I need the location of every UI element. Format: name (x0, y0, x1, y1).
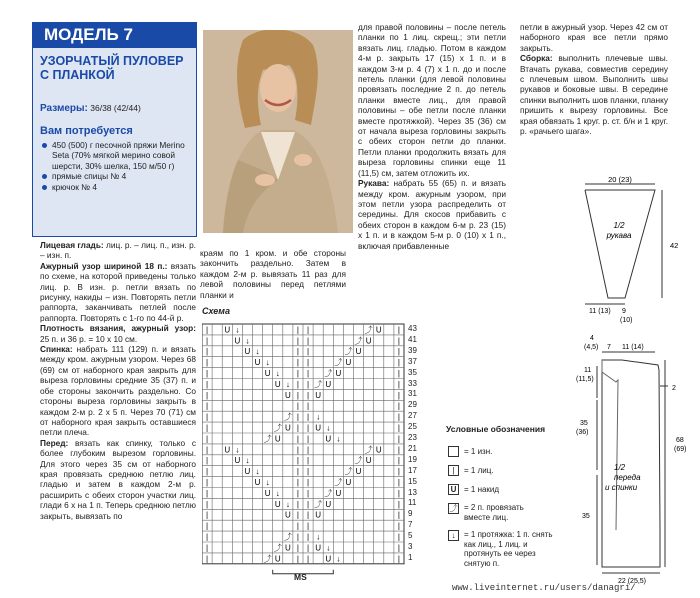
chart-symbol: U (254, 358, 261, 368)
chart-row-label: 9 (408, 509, 413, 519)
chart-symbol: ⤴ (354, 336, 363, 346)
p5-body: вязать как спинку, только с более глубоким вырезом горловины. Для этого через 35 см от наборного края провязать среднюю петлю лиц. гладью и затем в каждом 2-м р. расширить с обеих сторон участки лиц. глади 6 х на 1 п. Теперь среднюю петлю закрыть, вывязать по (40, 437, 196, 521)
chart-symbol: ↓ (285, 499, 290, 509)
chart-symbol: U (365, 336, 372, 346)
chart-symbol: | (307, 325, 310, 335)
chart-symbol: U (274, 379, 281, 389)
chart-symbol: ↓ (255, 467, 260, 477)
sleeve-bottom-left-dim: 11 (13) (589, 308, 611, 315)
chart-symbol: ↓ (235, 445, 240, 455)
knit-symbol-icon: | (448, 465, 459, 476)
legend-item-ssk: = 1 протяжка: 1 п. снять как лиц., 1 лиц. и протянуть ее через снятую п. (464, 530, 553, 568)
model-illustration (203, 30, 353, 233)
chart-symbol: ↓ (235, 325, 240, 335)
chart-symbol: | (307, 434, 310, 444)
chart-symbol: | (296, 369, 299, 378)
chart-row-label: 21 (408, 443, 417, 453)
chart-symbol: | (296, 488, 299, 498)
chart-symbol: | (397, 532, 400, 542)
small-drop-dim: 2 (672, 385, 676, 392)
chart-symbol: | (296, 401, 299, 411)
pattern-title (40, 54, 184, 82)
chart-symbol: ⤴ (364, 325, 373, 335)
chart-symbol: | (307, 478, 310, 487)
materials-item: крючок № 4 (40, 182, 192, 192)
chart-symbol: ↓ (285, 379, 290, 389)
chart-symbol: | (296, 543, 299, 553)
materials-list (40, 140, 192, 192)
chart-symbol: ⤴ (263, 554, 272, 564)
chart-symbol: ⤴ (283, 532, 292, 542)
chart-symbol: | (296, 467, 299, 477)
chart-symbol: ↓ (275, 488, 280, 498)
chart-symbol: | (397, 543, 400, 553)
col2-text (200, 248, 346, 300)
chart-symbol: | (206, 412, 209, 422)
chart-symbol: | (307, 467, 310, 477)
chart-symbol: ⤴ (314, 379, 323, 389)
chart-symbol: | (296, 412, 299, 422)
chart-symbol: ⤴ (273, 423, 282, 433)
chart-symbol: | (206, 467, 209, 477)
chart-symbol: U (264, 369, 271, 378)
p3-body: 25 п. и 36 р. = 10 х 10 см. (40, 333, 138, 344)
chart-row-label: 41 (408, 334, 417, 344)
model-label: МОДЕЛЬ 7 (32, 22, 197, 47)
chart-symbol: | (397, 445, 400, 455)
materials-title: Вам потребуется (40, 125, 133, 137)
chart-symbol: U (264, 488, 271, 498)
chart-symbol: ↓ (326, 423, 331, 433)
chart-symbol: U (274, 499, 281, 509)
chart-symbol: ↓ (245, 336, 250, 346)
p1-body: лиц. р. – лиц. п., изн. р. – изн. п. (40, 240, 196, 261)
chart-symbol: U (345, 358, 352, 368)
chart-symbol: | (206, 379, 209, 389)
chart-symbol: U (224, 445, 231, 455)
chart-symbol: U (274, 554, 281, 564)
neck-depth-dim-2: (11,5) (576, 376, 594, 383)
materials-item: 450 (500) г песочной пряжи Merino Seta (70% мягкой мерино совой шерсти, 30% шелка, 150 м/50 г) (40, 140, 192, 171)
chart-symbol: | (307, 369, 310, 378)
legend-item-yarnover: = 1 накид (464, 485, 500, 494)
shoulder-width-dim: 11 (14) (622, 344, 644, 351)
chart-symbol: U (315, 390, 322, 400)
chart-symbol: ↓ (316, 532, 321, 542)
ms-label: MS (294, 572, 307, 582)
chart-symbol: | (397, 390, 400, 400)
neck-width-dim: 7 (607, 344, 611, 351)
chart-row-label: 35 (408, 367, 417, 377)
chart-symbol: | (307, 336, 310, 346)
chart-symbol: U (375, 445, 382, 455)
sleeve-label-2: рукава (606, 231, 632, 240)
v-depth-dim: 35 (580, 420, 588, 427)
neck-top-dim-2: (4,5) (584, 344, 599, 351)
sleeve-bottom-right-dim-2: (10) (620, 317, 633, 324)
chart-symbol: | (296, 554, 299, 564)
chart-symbol: | (206, 369, 209, 378)
chart-symbol: ⤴ (314, 499, 323, 509)
col1-text (40, 240, 196, 521)
chart-symbol: | (296, 445, 299, 455)
chart-symbol: | (397, 478, 400, 487)
chart-symbol: | (206, 478, 209, 487)
sleeve-bottom-right-dim: 9 (622, 308, 626, 315)
chart-symbol: | (307, 499, 310, 509)
chart-symbol: | (397, 488, 400, 498)
chart-row-label: 27 (408, 411, 417, 421)
chart-symbol: | (397, 369, 400, 378)
chart-symbol: ↓ (245, 456, 250, 466)
chart-row-label: 17 (408, 465, 417, 475)
chart-symbol: U (365, 456, 372, 466)
chart-symbol: ⤴ (324, 488, 333, 498)
chart-symbol: | (206, 401, 209, 411)
sizes-value: 36/38 (42/44) (87, 103, 141, 113)
body-label-1: 1/2 (614, 463, 626, 472)
chart-symbol: ⤴ (263, 434, 272, 444)
p4-head: Спинка: (40, 344, 73, 355)
p4-body: набрать 111 (129) п. и вязать между кром. ажурным узором. Через 68 (69) см от наборного края закрыть для выреза горловины средние 35 (37) п. и обе стороны закончить раздельно. Со стороны выреза горловины закрыть в каждом 2-м р. 2 х 5 п. Через 70 (71) см от наборного края закрыть оставшиеся петли плеча. (40, 344, 196, 438)
model-photo (203, 30, 353, 233)
chart-row-label: 11 (408, 498, 417, 508)
col4-p1: петли в ажурный узор. Через 42 см от наборного края все петли прямо закрыть. (520, 22, 668, 53)
chart-symbol: U (375, 325, 382, 335)
chart-symbol: U (325, 379, 332, 389)
chart-symbol: U (325, 499, 332, 509)
chart-symbol: ⤴ (344, 347, 353, 357)
chart-symbol: | (206, 554, 209, 564)
chart-symbol: | (206, 423, 209, 433)
chart-symbol: ⤴ (334, 478, 343, 487)
yarnover-symbol-icon: U (448, 484, 459, 495)
sleeves-body: набрать 55 (65) п. и вязать между кром. ажурным узором, при этом петли узора распределить от середины. Для скосов прибавить с обеих сторон в каждом 6-м р. 23 (15) х 1 п. и в каждом 5-м р. 0 (10) х 1 п., включая прибавленные (358, 178, 506, 251)
chart-symbol: U (244, 347, 251, 357)
chart-row-label: 39 (408, 345, 417, 355)
chart-symbol: ⤴ (354, 456, 363, 466)
chart-symbol: | (206, 390, 209, 400)
sleeve-top-dim: 20 (23) (608, 175, 632, 184)
chart-symbol: | (307, 401, 310, 411)
title-line-1: УЗОРЧАТЫЙ ПУЛОВЕР (40, 54, 184, 68)
neck-depth-dim: 11 (584, 367, 592, 374)
chart-symbol: | (296, 510, 299, 520)
chart-symbol: | (296, 499, 299, 509)
chart-symbol: | (397, 412, 400, 422)
sleeve-label-1: 1/2 (613, 221, 625, 230)
chart-symbol: ⤴ (364, 445, 373, 455)
chart-symbol: | (296, 521, 299, 531)
materials-item: прямые спицы № 4 (40, 171, 192, 181)
chart-row-label: 5 (408, 531, 413, 541)
chart-symbol: | (397, 401, 400, 411)
chart-symbol: | (206, 499, 209, 509)
col3-text (358, 22, 506, 251)
assembly-body: выполнить плечевые швы. Втачать рукава, совместив середину с плечевым швом. Выполнить швы рукавов и боковые швы. В середине спинки выполнить шов планки, планку пришить к вырезу горловины. Все края обвязать 1 круг. р. ст. б/н и 1 круг. р. «рачьего шага». (520, 53, 668, 137)
garment-schematic (560, 170, 700, 585)
chart-symbol: | (397, 521, 400, 531)
sizes (40, 103, 141, 114)
chart-symbol: | (307, 423, 310, 433)
chart-symbol: | (206, 325, 209, 335)
chart-symbol: | (307, 379, 310, 389)
chart-symbol: U (284, 423, 291, 433)
sizes-label: Размеры: (40, 103, 88, 114)
chart-symbol: U (315, 510, 322, 520)
sleeve-height-dim: 42 (670, 241, 679, 250)
bottom-width-dim: 22 (25,5) (618, 578, 647, 585)
chart-symbol: | (307, 390, 310, 400)
chart-symbol: | (206, 358, 209, 368)
chart-symbol: | (296, 390, 299, 400)
chart-symbol: | (206, 488, 209, 498)
chart-row-label: 7 (408, 520, 413, 530)
chart-symbol: | (206, 347, 209, 357)
chart-row-label: 19 (408, 454, 417, 464)
p2-body: вязать по схеме, на которой приведены только лиц. р. В изн. р. петли вязать по рисунку, накиды – изн. Повторять петли раппорта, заканчивать петлей после раппорта. Повторять с 1-го по 44-й р. (40, 260, 196, 323)
chart-symbol: U (274, 434, 281, 444)
chart-symbol: | (206, 336, 209, 346)
knitting-chart (202, 320, 432, 582)
chart-symbol: | (397, 499, 400, 509)
chart-symbol: | (206, 434, 209, 444)
p1-head: Лицевая гладь: (40, 240, 104, 250)
chart-symbol: U (325, 554, 332, 564)
chart-symbol: ⤴ (283, 412, 292, 422)
chart-symbol: | (296, 478, 299, 487)
chart-symbol: ↓ (265, 478, 270, 487)
chart-symbol: | (307, 488, 310, 498)
chart-symbol: U (325, 434, 332, 444)
chart-row-label: 1 (408, 552, 413, 562)
chart-row-label: 25 (408, 422, 417, 432)
assembly-head: Сборка: (520, 53, 553, 64)
chart-symbol: ↓ (316, 412, 321, 422)
chart-symbol: | (397, 510, 400, 520)
chart-row-label: 33 (408, 378, 417, 388)
chart-row-label: 13 (408, 487, 417, 497)
lower-height-dim: 35 (582, 513, 590, 520)
chart-symbol: ⤴ (334, 358, 343, 368)
chart-symbol: | (296, 379, 299, 389)
chart-symbol: | (296, 456, 299, 466)
chart-symbol: ↓ (326, 543, 331, 553)
chart-symbol: | (397, 423, 400, 433)
chart-row-label: 3 (408, 542, 413, 551)
chart-symbol: | (397, 336, 400, 346)
chart-symbol: | (206, 543, 209, 553)
chart-symbol: | (296, 434, 299, 444)
chart-symbol: U (315, 543, 322, 553)
chart-row-label: 29 (408, 400, 417, 410)
chart-row-label: 23 (408, 433, 417, 442)
chart-symbol: U (244, 467, 251, 477)
v-depth-dim-2: (36) (576, 429, 589, 436)
chart-symbol: | (307, 412, 310, 422)
chart-symbol: U (284, 543, 291, 553)
chart-symbol: | (307, 347, 310, 357)
body-label-2: переда (614, 473, 641, 482)
legend-item-k2tog: = 2 п. провязать вместе лиц. (464, 503, 524, 522)
p2-head: Ажурный узор шириной 18 п.: (40, 260, 168, 271)
chart-row-label: 43 (408, 324, 417, 333)
neck-top-dim: 4 (590, 335, 594, 342)
chart-row-label: 31 (408, 389, 417, 399)
legend-title: Условные обозначения (446, 424, 546, 434)
chart-symbol: U (345, 478, 352, 487)
chart-symbol: | (296, 423, 299, 433)
legend-item-knit: = 1 лиц. (464, 466, 494, 475)
chart-symbol: | (397, 358, 400, 368)
chart-symbol: | (206, 510, 209, 520)
chart-symbol: | (397, 379, 400, 389)
chart-symbol: | (397, 467, 400, 477)
chart-symbol: | (307, 532, 310, 542)
chart-symbol: U (335, 488, 342, 498)
chart-symbol: U (284, 510, 291, 520)
chart-symbol: U (224, 325, 231, 335)
footer-url[interactable]: www.liveinternet.ru/users/danagri/ (452, 583, 636, 593)
chart-symbol: ↓ (336, 554, 341, 564)
chart-symbol: | (397, 347, 400, 357)
chart-symbol: | (296, 532, 299, 542)
chart-row-label: 37 (408, 356, 417, 366)
chart-symbol: | (296, 325, 299, 335)
chart-symbol: ⤴ (324, 369, 333, 378)
chart-symbol: ↓ (336, 434, 341, 444)
chart-symbol: U (355, 347, 362, 357)
chart-symbol: | (307, 521, 310, 531)
k2tog-symbol-icon: ⤴ (449, 504, 458, 513)
chart-symbol: | (307, 554, 310, 564)
chart-symbol: U (284, 390, 291, 400)
legend-item-purl: = 1 изн. (464, 447, 493, 456)
chart-symbol: U (234, 456, 241, 466)
chart-symbol: ↓ (265, 358, 270, 368)
chart-symbol: | (296, 347, 299, 357)
chart-symbol: ↓ (255, 347, 260, 357)
ssk-symbol-icon: ↓ (448, 530, 459, 541)
chart-symbol: | (307, 456, 310, 466)
chart-symbol: | (296, 358, 299, 368)
chart-symbol: | (307, 543, 310, 553)
body-height-dim: 68 (676, 437, 684, 444)
body-height-dim-2: (69) (674, 446, 687, 453)
chart-symbol: U (355, 467, 362, 477)
title-line-2: С ПЛАНКОЙ (40, 68, 115, 82)
chart-symbol: U (234, 336, 241, 346)
p3-head: Плотность вязания, ажурный узор: (40, 323, 196, 334)
chart-symbol: ⤴ (273, 543, 282, 553)
col4-text (520, 22, 668, 136)
chart-symbol: U (254, 478, 261, 487)
col3-p1: для правой половины – после петель планки по 1 лиц. скрещ.; эти петли вязать лиц. гладью. Потом в каждом 4-м р. закрыть 17 (15) х 1 п. и в каждом 3-м р. 4 (7) х 1 п. до и после петель планки (для левой половины провязать последние 2 п. до петель планки вместе лиц., для правой половины – обе петли после планки вместе протяжкой). Через 35 (36) см от начала выреза горловины закрыть с обеих сторон петли до планки. Петли планки продолжить вязать для выреза горловины спинки еще 11 (11,5) см, затем отложить их. (358, 22, 506, 178)
chart-symbol: U (335, 369, 342, 378)
chart-symbol: | (397, 554, 400, 564)
chart-symbol: ↓ (275, 369, 280, 378)
chart-symbol: | (397, 456, 400, 466)
chart-symbol: | (307, 445, 310, 455)
body-label-3: и спинки (605, 483, 638, 492)
chart-symbol: | (397, 325, 400, 335)
chart-symbol: | (206, 532, 209, 542)
purl-symbol-icon (448, 446, 459, 457)
chart-symbol: | (307, 510, 310, 520)
col2-p1: краям по 1 кром. и обе стороны закончить раздельно. Затем в каждом 2-м р. вывязать 11 раз для левой половины перед петлями планки и (200, 248, 346, 300)
chart-symbol: | (296, 336, 299, 346)
p5-head: Перед: (40, 437, 69, 448)
chart-symbol: | (206, 521, 209, 531)
chart-symbol: | (307, 358, 310, 368)
chart-symbol: | (206, 445, 209, 455)
chart-symbol: ⤴ (344, 467, 353, 477)
sleeves-head: Рукава: (358, 178, 390, 189)
chart-symbol: U (315, 423, 322, 433)
chart-grid (202, 320, 432, 582)
chart-title: Схема (202, 306, 230, 316)
chart-symbol: | (206, 456, 209, 466)
chart-row-label: 15 (408, 476, 417, 486)
chart-symbol: | (397, 434, 400, 444)
